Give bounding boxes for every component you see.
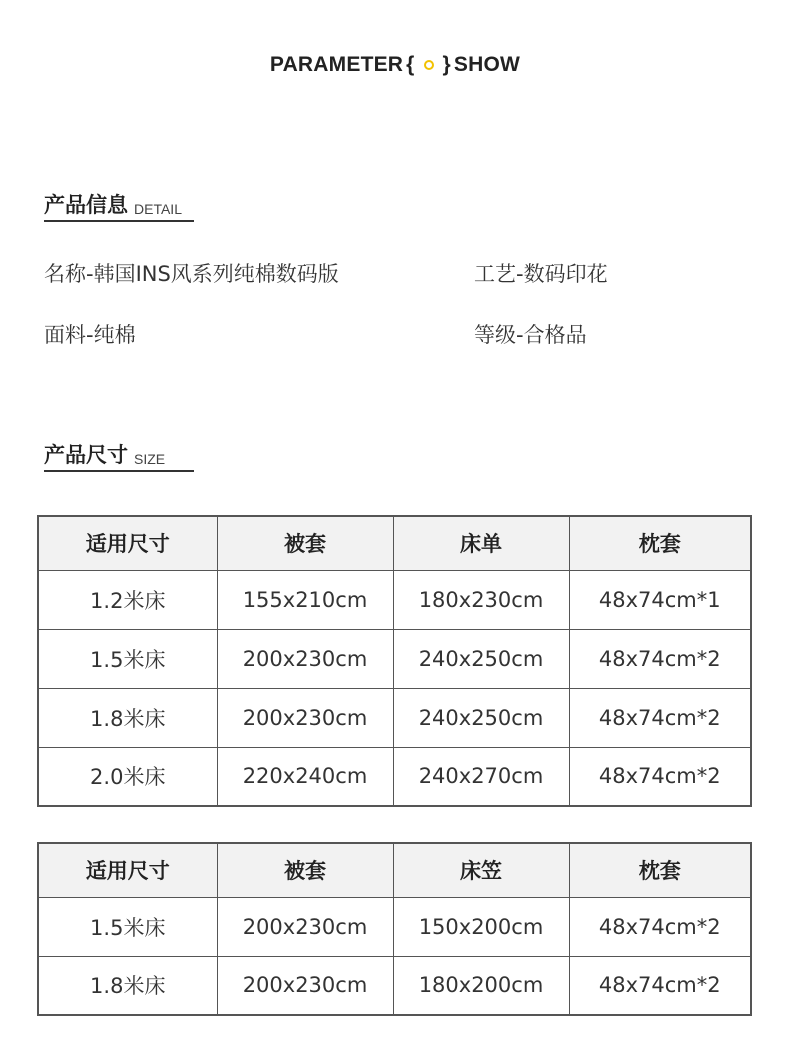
section-title-size-en: SIZE (134, 451, 166, 467)
table-header-row (38, 843, 751, 897)
header-cell: 适用尺寸 (38, 516, 217, 570)
table-cell: 180x200cm (393, 956, 569, 1015)
table-cell: 1.8米床 (38, 956, 217, 1015)
table-row (38, 570, 751, 629)
section-title-detail (44, 190, 194, 222)
header-cell: 床笠 (393, 843, 569, 897)
table-row (38, 897, 751, 956)
table-cell: 200x230cm (217, 688, 393, 747)
size-table-sheet (37, 515, 752, 807)
table-cell: 1.5米床 (38, 897, 217, 956)
header-open-brace: { (406, 53, 415, 76)
table-cell: 240x270cm (393, 747, 569, 806)
header-close-brace: } (442, 53, 451, 76)
table-row (38, 956, 751, 1015)
table-cell: 155x210cm (217, 570, 393, 629)
table-cell: 200x230cm (217, 629, 393, 688)
table-header-row (38, 516, 751, 570)
section-title-detail-cn: 产品信息 (44, 193, 128, 217)
info-item-craft: 工艺-数码印花 (474, 262, 608, 286)
table-cell: 240x250cm (393, 629, 569, 688)
section-title-size (44, 440, 194, 472)
header-suffix: SHOW (453, 53, 521, 76)
header-cell: 被套 (217, 516, 393, 570)
header-cell: 枕套 (569, 516, 751, 570)
info-item-name: 名称-韩国INS风系列纯棉数码版 (44, 262, 339, 286)
table-row (38, 747, 751, 806)
info-item-fabric: 面料-纯棉 (44, 323, 136, 347)
header-cell: 床单 (393, 516, 569, 570)
table-cell: 200x230cm (217, 897, 393, 956)
table-cell: 240x250cm (393, 688, 569, 747)
header-cell: 适用尺寸 (38, 843, 217, 897)
table-cell: 150x200cm (393, 897, 569, 956)
table-cell: 48x74cm*2 (569, 629, 751, 688)
table-cell: 1.2米床 (38, 570, 217, 629)
table-cell: 48x74cm*1 (569, 570, 751, 629)
table-cell: 1.8米床 (38, 688, 217, 747)
circle-icon (424, 60, 434, 70)
table-cell: 180x230cm (393, 570, 569, 629)
table-row (38, 688, 751, 747)
header-cell: 枕套 (569, 843, 751, 897)
page-header (0, 50, 790, 80)
info-item-grade: 等级-合格品 (474, 323, 587, 347)
table-cell: 48x74cm*2 (569, 897, 751, 956)
header-prefix: PARAMETER (269, 53, 404, 76)
table-cell: 48x74cm*2 (569, 688, 751, 747)
size-table-fitted (37, 842, 752, 1016)
header-cell: 被套 (217, 843, 393, 897)
table-cell: 220x240cm (217, 747, 393, 806)
table-cell: 2.0米床 (38, 747, 217, 806)
section-title-size-cn: 产品尺寸 (44, 443, 128, 467)
table-cell: 48x74cm*2 (569, 956, 751, 1015)
table-row (38, 629, 751, 688)
table-cell: 200x230cm (217, 956, 393, 1015)
table-cell: 48x74cm*2 (569, 747, 751, 806)
table-cell: 1.5米床 (38, 629, 217, 688)
section-title-detail-en: DETAIL (134, 201, 182, 217)
